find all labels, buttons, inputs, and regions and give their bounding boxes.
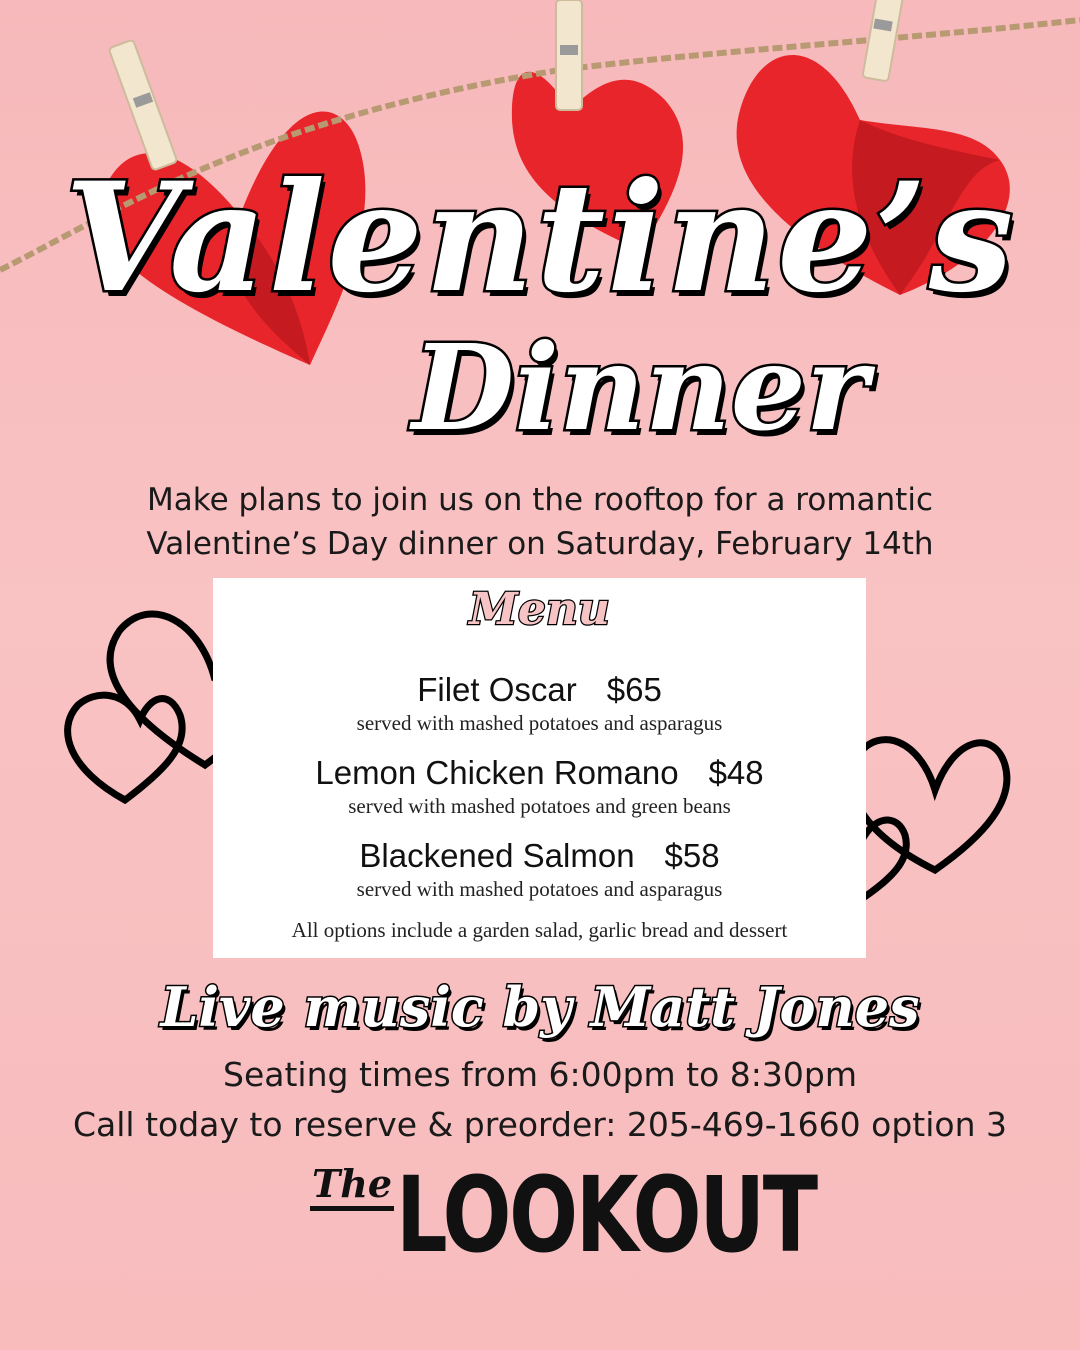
menu-item-description: served with mashed potatoes and asparagus	[356, 877, 723, 901]
title-line-2: Dinner	[412, 318, 868, 457]
menu-item-name: Filet Oscar	[417, 671, 577, 708]
clothespin-icon	[556, 0, 582, 110]
live-music-heading: Live music by Matt Jones	[160, 975, 920, 1039]
menu-item-name: Lemon Chicken Romano	[315, 754, 679, 791]
brand-logo	[300, 1154, 816, 1276]
seating-times: Seating times from 6:00pm to 8:30pm	[223, 1055, 857, 1094]
menu-item	[213, 753, 866, 819]
menu-heading: Menu	[469, 584, 610, 635]
menu-item-price: $48	[708, 754, 764, 791]
menu-item	[213, 670, 866, 736]
menu-item-description: served with mashed potatoes and green beans	[348, 794, 731, 818]
menu-item-name: Blackened Salmon	[359, 837, 635, 874]
menu-item-price: $65	[606, 671, 662, 708]
brand-name: LOOKOUT	[396, 1154, 816, 1276]
menu-item	[213, 836, 866, 902]
intro-line-1: Make plans to join us on the rooftop for a romantic	[146, 482, 933, 518]
reservation-call: Call today to reserve & preorder: 205-469-1660 option 3	[73, 1105, 1007, 1144]
intro-text	[40, 478, 1040, 566]
intro-line-2: Valentine’s Day dinner on Saturday, February 14th	[146, 526, 934, 562]
menu-item-price: $58	[664, 837, 720, 874]
title-line-1: Valentine’s	[64, 150, 1016, 326]
menu-card	[213, 578, 866, 958]
menu-note: All options include a garden salad, garlic bread and dessert	[291, 918, 788, 942]
menu-item-description: served with mashed potatoes and asparagus	[356, 711, 723, 735]
brand-the: The	[310, 1164, 394, 1211]
clothespin-icon	[862, 0, 903, 82]
